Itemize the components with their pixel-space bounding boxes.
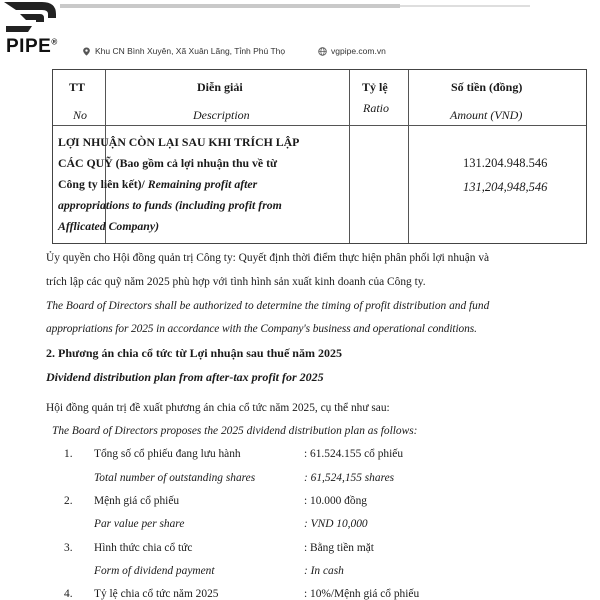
authorization-en-line2: appropriations for 2025 in accordance with the Company's business and operational conditions.	[46, 323, 477, 335]
table-divider	[408, 70, 409, 243]
header-ratio-vi: Tỷ lệ	[362, 80, 388, 94]
header-description-vi: Diễn giải	[197, 80, 243, 94]
website-text: vgpipe.com.vn	[331, 46, 386, 56]
brand-name: PIPE®	[6, 36, 58, 57]
item-value-vi: : 10.000 đồng	[304, 495, 367, 507]
item-value-vi: : Bằng tiền mặt	[304, 542, 374, 554]
header-divider-thin	[400, 5, 530, 7]
item-label-en: Form of dividend payment	[94, 565, 215, 577]
profit-table	[52, 69, 587, 244]
authorization-vi-line2: trích lập các quỹ năm 2025 phù hợp với tình hình sản xuất kinh doanh của Công ty.	[46, 276, 426, 288]
item-number: 3.	[64, 542, 73, 554]
item-label-vi: Tổng số cổ phiếu đang lưu hành	[94, 448, 241, 460]
section-title-en: Dividend distribution plan from after-tax profit for 2025	[46, 370, 324, 384]
item-value-vi: : 10%/Mệnh giá cổ phiếu	[304, 588, 420, 600]
row-amount-en: 131,204,948,546	[463, 180, 548, 194]
table-divider	[349, 70, 350, 243]
item-label-en: Total number of outstanding shares	[94, 472, 256, 484]
item-label-vi: Mệnh giá cổ phiếu	[94, 495, 180, 507]
header-ratio-en: Ratio	[363, 101, 389, 115]
header-amount-en: Amount (VND)	[450, 108, 523, 122]
table-divider	[53, 125, 586, 126]
header-description-en: Description	[193, 108, 250, 122]
pipe-logo-icon	[2, 0, 60, 34]
authorization-en-line1: The Board of Directors shall be authorized to determine the timing of profit distribution and fund	[46, 300, 490, 312]
item-label-en: Par value per share	[94, 518, 185, 530]
company-website	[318, 46, 386, 56]
item-label-vi: Hình thức chia cổ tức	[94, 542, 193, 554]
globe-icon	[318, 47, 327, 56]
item-label-vi: Tỷ lệ chia cổ tức năm 2025	[94, 588, 219, 600]
header-amount-vi: Số tiền (đồng)	[451, 80, 523, 94]
intro-vi: Hội đồng quản trị đề xuất phương án chia cổ tức năm 2025, cụ thể như sau:	[46, 402, 390, 414]
row-description: LỢI NHUẬN CÒN LẠI SAU KHI TRÍCH LẬP CÁC QUỸ (Bao gồm cả lợi nhuận thu về từ Công ty liên kết)/ Remaining profit after appropriations to funds (including profit from Afflicated Company)	[58, 135, 300, 233]
intro-en: The Board of Directors proposes the 2025 dividend distribution plan as follows:	[52, 425, 418, 437]
header-tt: TT	[69, 80, 86, 94]
header-divider	[60, 4, 400, 8]
item-number: 4.	[64, 588, 73, 600]
authorization-vi-line1: Ủy quyền cho Hội đồng quản trị Công ty: Quyết định thời điểm thực hiện phân phối lợi nhuận và	[46, 252, 490, 264]
item-value-en: : In cash	[304, 565, 344, 577]
section-title-vi: 2. Phương án chia cổ tức từ Lợi nhuận sau thuế năm 2025	[46, 346, 342, 360]
pin-icon	[82, 47, 91, 56]
address-text: Khu CN Bình Xuyên, Xã Xuân Lãng, Tỉnh Phú Thọ	[95, 46, 286, 56]
header-no: No	[73, 108, 88, 122]
item-value-en: : VND 10,000	[304, 518, 368, 530]
item-number: 2.	[64, 495, 73, 507]
letterhead	[0, 0, 600, 62]
item-number: 1.	[64, 448, 73, 460]
company-address	[82, 46, 285, 56]
item-value-vi: : 61.524.155 cổ phiếu	[304, 448, 404, 460]
item-value-en: : 61,524,155 shares	[304, 472, 395, 484]
row-amount-vi: 131.204.948.546	[463, 156, 548, 170]
